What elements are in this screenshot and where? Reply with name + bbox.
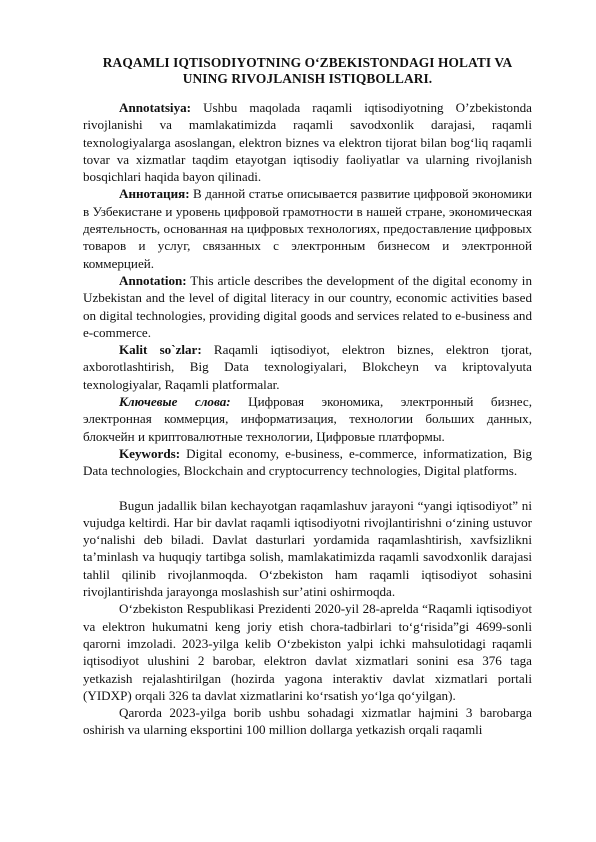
keywords-ru-text: Цифровая экономика, электронный бизнес, электронная коммерция, информатизация, технологии больших данных, блокчейн и криптовалютные технологии, Цифровые платформы. [83, 394, 532, 444]
abstract-ru-text: В данной статье описывается развитие цифровой экономики в Узбекистане и уровень цифровой грамотности в нашей стране, экономическая деятельность, основанная на цифровых технологиях, предоставление цифровых товаров и услуг, связанных с электронным бизнесом и электронной коммерцией. [83, 186, 532, 271]
abstract-en [83, 272, 532, 341]
body-paragraph-2: O‘zbekiston Respublikasi Prezidenti 2020-yil 28-aprelda “Raqamli iqtisodiyot va elektron hukumatni keng joriy etish chora-tadbirlari to‘g‘risida”gi 4699-sonli qarorni imzoladi. 2023-yilga kelib O‘zbekiston yalpi ichki mahsulotidagi raqamli iqtisodiyot ulushini 2 barobar, elektron davlat xizmatlari sonini esa 376 taga yetkazish rejalashtirilgan (hozirda yagona interaktiv davlat xizmatlari portali (YIDXP) orqali 326 ta davlat xizmatlarini ko‘rsatish yo‘lga qo‘yilgan). [83, 601, 532, 703]
keywords-uz-label: Kalit so`zlar: [119, 342, 202, 358]
abstract-en-text: This article describes the development of the digital economy in Uzbekistan and the level of digital literacy in our country, economic activities based on digital technologies, providing digital goods and services related to e-business and e-commerce. [83, 272, 532, 340]
keywords-uz [83, 341, 532, 393]
keywords-ru-label: Ключевые слова: [119, 394, 231, 410]
abstract-en-label: Annotation: [119, 272, 187, 288]
article-title [83, 55, 532, 87]
abstract-ru [83, 185, 532, 271]
article-title-line-1: RAQAMLI IQTISODIYOTNING O‘ZBEKISTONDAGI HOLATI VA [102, 55, 513, 70]
keywords-en [83, 445, 532, 480]
abstract-uz [83, 99, 532, 185]
keywords-uz-text: Raqamli iqtisodiyot, elektron biznes, elektron tjorat, axborotlashtirish, Big Data texnologiyalari, Blokcheyn va kriptovalyuta texnologiyalar, Raqamli platformalar. [83, 342, 532, 392]
abstract-ru-label: Аннотация: [119, 186, 190, 202]
abstract-uz-text: Ushbu maqolada raqamli iqtisodiyotning O’zbekistonda rivojlanishi va mamlakatimizda raqamli savodxonlik darajasi, raqamli texnologiyalarga asoslangan, elektron biznes va elektron tijorat bilan bog‘liq raqamli tovar va xizmatlar taqdim etayotgan iqtisodiy faoliyatlar va ularning rivojlanish bosqichlari haqida bayon qilinadi. [83, 100, 532, 185]
article-title-line-2: UNING RIVOJLANISH ISTIQBOLLARI. [182, 71, 433, 86]
abstract-uz-label: Annotatsiya: [119, 100, 192, 115]
section-gap [83, 480, 532, 497]
keywords-ru [83, 393, 532, 445]
body-paragraph-3: Qarorda 2023-yilga borib ushbu sohadagi xizmatlar hajmini 3 barobarga oshirish va ularning eksportini 100 million dollarga yetkazish orqali raqamli [83, 705, 532, 738]
keywords-en-text: Digital economy, e-business, e-commerce, informatization, Big Data technologies, Blockchain and cryptocurrency technologies, Digital platforms. [83, 445, 532, 479]
body-paragraph-1: Bugun jadallik bilan kechayotgan raqamlashuv jarayoni “yangi iqtisodiyot” ni vujudga keltirdi. Har bir davlat raqamli iqtisodiyotni rivojlantirishni o‘zining ustuvor yo‘nalishi deb biladi. Davlat dasturlari yordamida raqamlashtirish, xavfsizlikni ta’minlash va huquqiy tartibga solish, mamlakatimizda raqamli savodxonlik darajasi tahlil qilinib rivojlanmoqda. O‘zbekiston ham raqamli iqtisodiyot sohasini rivojlantirishda jarayonga moslashish sur’atini oshirmoqda. [83, 497, 532, 600]
keywords-en-label: Keywords: [119, 445, 181, 461]
